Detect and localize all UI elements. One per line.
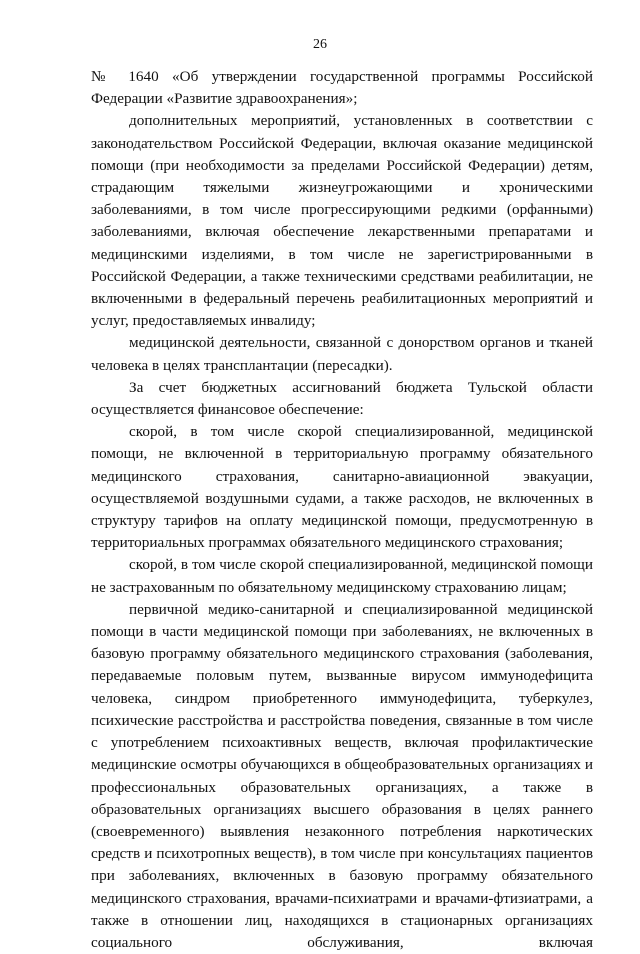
paragraph-emergency-care-uninsured: скорой, в том числе скорой специализированной, медицинской помощи не застрахованным по обязательному медицинскому страхованию лицам;: [91, 556, 593, 596]
paragraph-emergency-care-not-in-program: скорой, в том числе скорой специализированной, медицинской помощи, не включенной в территориальную программу обязательного медицинского страхования, санитарно-авиационной эвакуации, осуществляемой воздушными судами, а также расходов, не включенных в структуру тарифов на оплату медицинской помощи, предусмотренную в территориальных программах обязательного медицинского страхования;: [91, 423, 593, 552]
paragraph-primary-specialized-care: первичной медико-санитарной и специализированной медицинской помощи в части медицинской помощи при заболеваниях, не включенных в базовую программу обязательного медицинского страхования (заболевания, передаваемые половым путем, вызванные вирусом иммунодефицита человека, синдром приобретенного иммунодефицита, туберкулез, психические расстройства и расстройства поведения, связанные в том числе с употреблением психоактивных веществ, включая профилактические медицинские осмотры обучающихся в общеобразовательных организациях и профессиональных образовательных организациях, а также в образовательных организациях высшего образования в целях раннего (своевременного) выявления незаконного потребления наркотических средств и психотропных веществ), в том числе при консультациях пациентов при заболеваниях, включенных в базовую программу обязательного медицинского страхования, врачами-психиатрами и врачами-фтизиатрами, а также в отношении лиц, находящихся в стационарных организациях социального обслуживания, включая: [91, 600, 593, 951]
document-body: [91, 66, 593, 954]
paragraph-regional-budget-funding: За счет бюджетных ассигнований бюджета Тульской области осуществляется финансовое обеспечение:: [91, 378, 593, 419]
paragraph-donation-transplantation: медицинской деятельности, связанной с донорством органов и тканей человека в целях трансплантации (пересадки).: [91, 334, 593, 374]
page-number: 26: [313, 37, 327, 52]
paragraph-program-reference: № 1640 «Об утверждении государственной программы Российской Федерации «Развитие здравоохранения»;: [91, 68, 593, 108]
paragraph-additional-measures: дополнительных мероприятий, установленных в соответствии с законодательством Российской Федерации, включая оказание медицинской помощи (при необходимости за пределами Российской Федерации) детям, страдающим тяжелыми жизнеугрожающими и хроническими заболеваниями, в том числе прогрессирующими редкими (орфанными) заболеваниями, включая обеспечение лекарственными препаратами и медицинскими изделиями, в том числе не зарегистрированными в Российской Федерации, а также техническими средствами реабилитации, не включенными в федеральный перечень реабилитационных мероприятий и услуг, предоставляемых инвалиду;: [91, 112, 593, 330]
